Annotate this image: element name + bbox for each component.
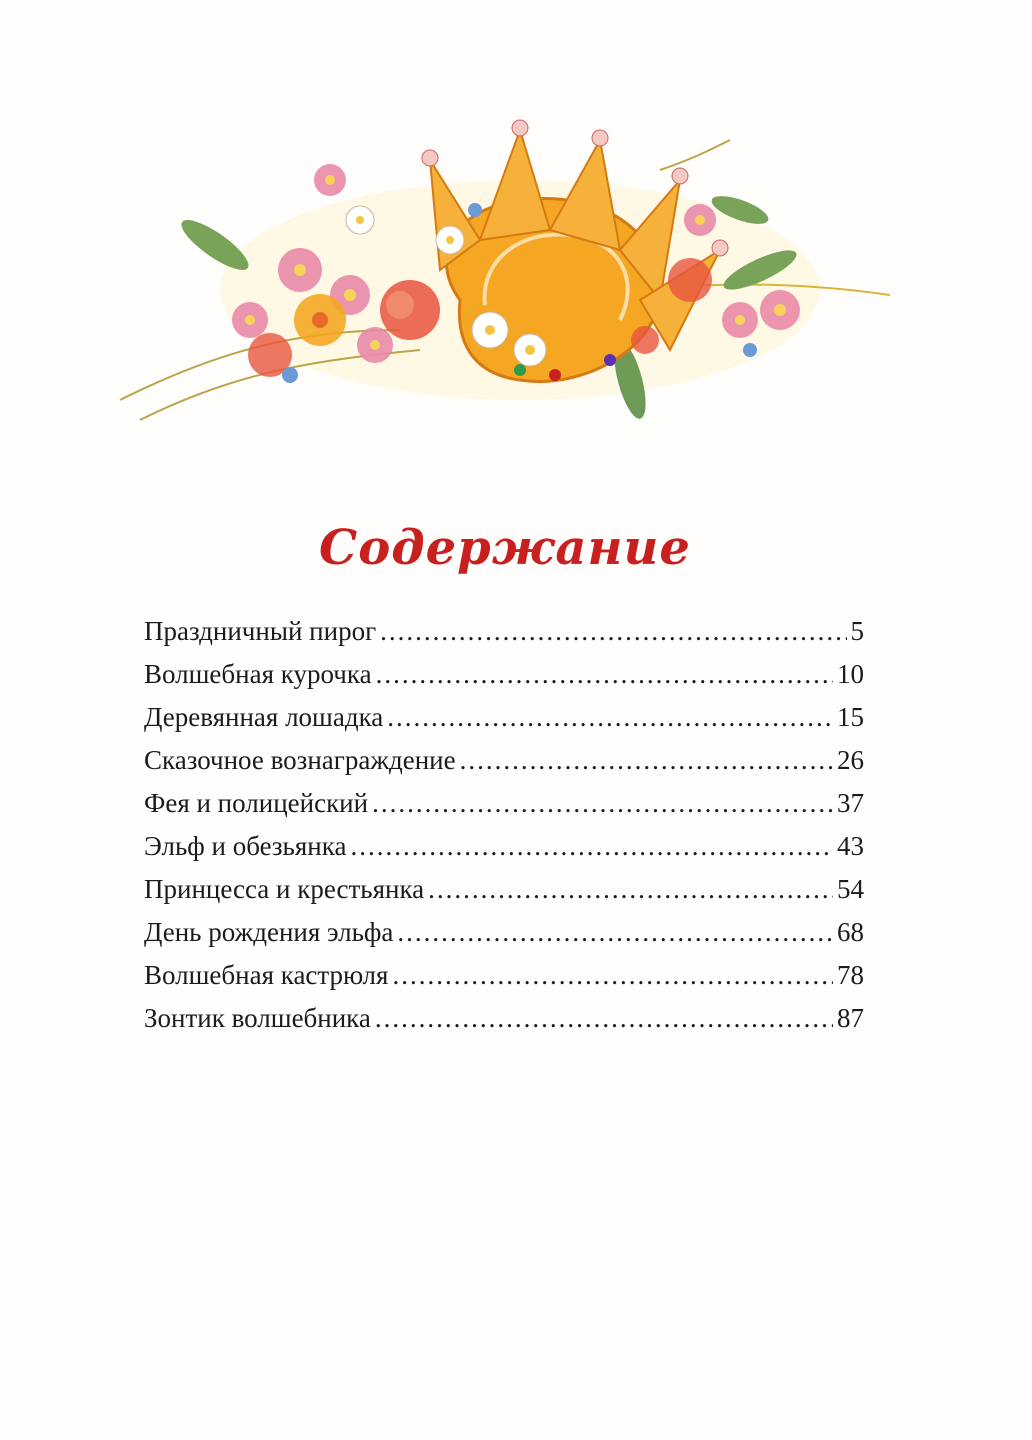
toc-entry <box>144 616 864 659</box>
toc-entry-title: Зонтик волшебника <box>144 1003 371 1033</box>
toc-leader-dots <box>350 831 833 862</box>
toc-entry-title: Сказочное вознаграждение <box>144 745 456 775</box>
toc-entry-page: 26 <box>837 745 864 775</box>
toc-leader-dots <box>460 745 833 776</box>
toc-entry <box>144 1003 864 1046</box>
toc-entry <box>144 960 864 1003</box>
toc-entry-page: 10 <box>837 659 864 689</box>
toc-entry <box>144 917 864 960</box>
toc-entry-title: Принцесса и крестьянка <box>144 874 425 904</box>
toc-entry-title: Праздничный пирог <box>144 616 377 646</box>
toc-entry-page: 68 <box>837 917 864 947</box>
toc-entry-page: 78 <box>837 960 864 990</box>
toc-entry <box>144 659 864 702</box>
toc-entry-title: Фея и полицейский <box>144 788 369 818</box>
toc-entry-title: День рождения эльфа <box>144 917 394 947</box>
toc-entry <box>144 702 864 745</box>
toc-leader-dots <box>380 616 846 647</box>
toc-entry <box>144 745 864 788</box>
flower-crown-illustration <box>100 100 900 460</box>
toc-leader-dots <box>375 1003 833 1034</box>
toc-entry-page: 87 <box>837 1003 864 1033</box>
toc-entry-page: 37 <box>837 788 864 818</box>
toc-leader-dots <box>372 788 833 819</box>
page-title: Содержание <box>319 520 691 576</box>
toc-entry-title: Волшебная кастрюля <box>144 960 389 990</box>
toc-entry-page: 15 <box>837 702 864 732</box>
toc-entry <box>144 788 864 831</box>
toc-entry <box>144 874 864 917</box>
toc-leader-dots <box>397 917 833 948</box>
toc-leader-dots <box>376 659 833 690</box>
toc-leader-dots <box>387 702 833 733</box>
toc-entry-title: Эльф и обезьянка <box>144 831 347 861</box>
toc-leader-dots <box>428 874 833 905</box>
toc-entry-title: Деревянная лошадка <box>144 702 384 732</box>
table-of-contents <box>144 616 864 1046</box>
toc-entry-page: 54 <box>837 874 864 904</box>
toc-leader-dots <box>392 960 833 991</box>
toc-entry-title: Волшебная курочка <box>144 659 372 689</box>
toc-entry-page: 5 <box>850 616 864 646</box>
toc-entry-page: 43 <box>837 831 864 861</box>
toc-entry <box>144 831 864 874</box>
